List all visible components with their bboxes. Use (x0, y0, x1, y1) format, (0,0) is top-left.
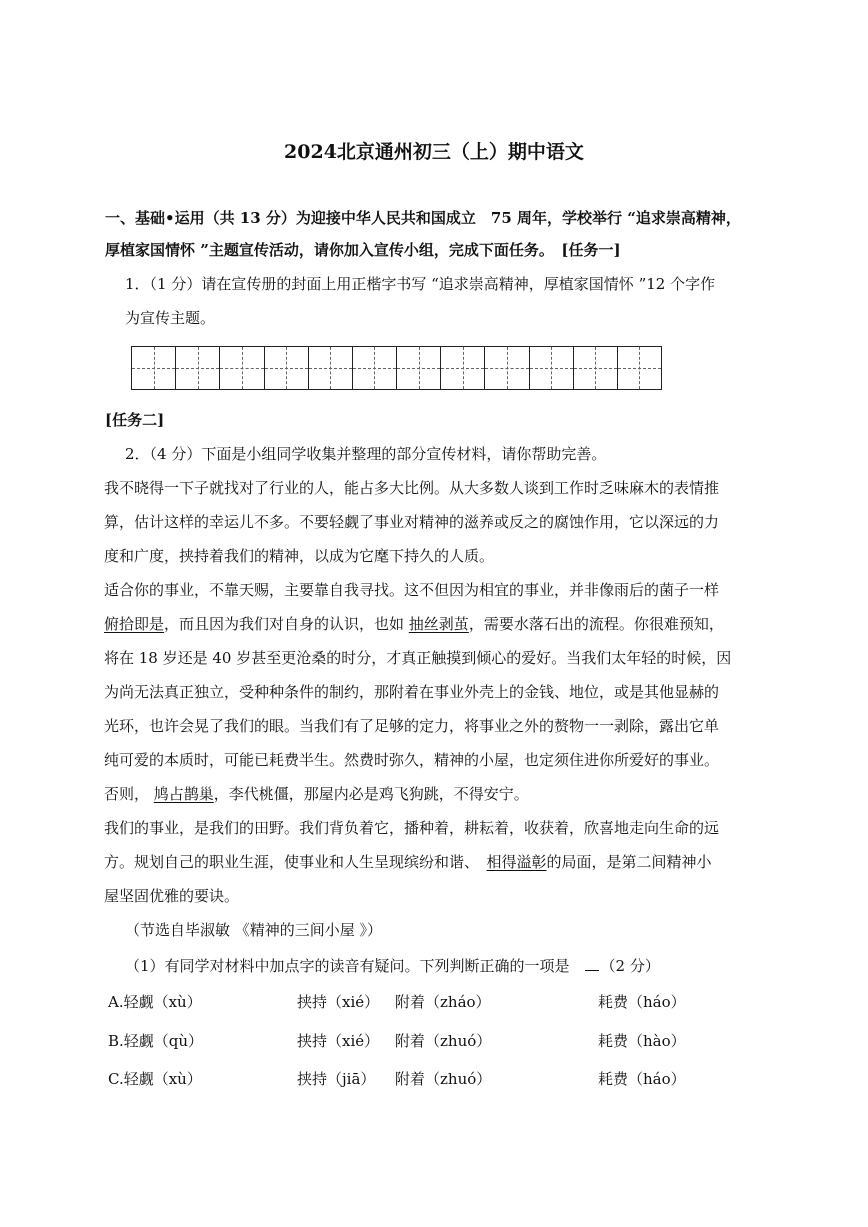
grid-cell[interactable] (353, 347, 397, 389)
passage-p2-line-5: 光环，也许会晃了我们的眼。当我们有了足够的定力，将事业之外的赘物一一剥除，露出它单 (104, 717, 720, 735)
option-c-word-2: 挟持（jiā） (297, 1070, 376, 1088)
underlined-phrase: 抽丝剥茧 (408, 615, 469, 633)
passage-p3-line-1: 我们的事业，是我们的田野。我们背负着它，播种着，耕耘着，收获着，欣喜地走向生命的远 (104, 819, 720, 837)
grid-cell[interactable] (265, 347, 309, 389)
underlined-phrase: 俯拾即是 (104, 615, 165, 633)
passage-text: ，而且因为我们对自身的认识，也如 (164, 615, 409, 633)
passage-text: ，李代桃僵，那屋内必是鸡飞狗跳，不得安宁。 (213, 785, 529, 803)
grid-cell[interactable] (397, 347, 441, 389)
option-b-word-4: 耗费（hào） (598, 1032, 686, 1050)
score-text: （2 分） (600, 957, 660, 975)
passage-p2-line-4: 为尚无法真正独立，受种种条件的制约，那附着在事业外壳上的金钱、地位，或是其他显赫的 (104, 683, 720, 701)
underlined-phrase: 相得溢彰 (486, 853, 547, 871)
option-b-word-2: 挟持（xié） (297, 1032, 380, 1050)
option-c-word-3: 附着（zhuó） (395, 1070, 492, 1088)
grid-cell[interactable] (132, 347, 176, 389)
grid-cell[interactable] (574, 347, 618, 389)
stem-text: （1）有同学对材料中加点字的读音有疑问。下列判断正确的一项是 (125, 957, 585, 975)
question-1-line-2: 为宣传主题。 (125, 309, 216, 327)
grid-cell[interactable] (176, 347, 220, 389)
passage-p3-line-3: 屋坚固优雅的要诀。 (104, 887, 240, 905)
grid-cell[interactable] (618, 347, 661, 389)
passage-text: 的局面，是第二间精神小 (546, 853, 712, 871)
page-title: 2024北京通州初三（上）期中语文 (284, 141, 584, 163)
grid-cell[interactable] (220, 347, 264, 389)
section-heading-line-2: 厚植家国情怀 ”主题宣传活动，请你加入宣传小组，完成下面任务。 [任务一] (105, 241, 621, 259)
passage-p2-line-3: 将在 18 岁还是 40 岁甚至更沧桑的时分，才真正触摸到倾心的爱好。当我们太年轻的时候，因 (104, 649, 732, 667)
passage-text: ，需要水落石出的流程。你很难预知， (468, 615, 724, 633)
sub-question-1-stem (125, 956, 660, 976)
option-a-word-1[interactable]: A.轻觑（xù） (108, 993, 202, 1011)
grid-cell[interactable] (530, 347, 574, 389)
passage-p1-line-1: 我不晓得一下子就找对了行业的人，能占多大比例。从大多数人谈到工作时乏味麻木的表情推 (104, 479, 720, 497)
passage-text: 方。规划自己的职业生涯，使事业和人生呈现缤纷和谐、 (104, 853, 487, 871)
handwriting-grid[interactable] (131, 346, 662, 390)
passage-source: （节选自毕淑敏 《精神的三间小屋 》） (125, 921, 383, 939)
passage-p1-line-3: 度和广度，挟持着我们的精神，以成为它麾下持久的人质。 (104, 547, 495, 565)
option-a-word-4: 耗费（háo） (598, 993, 686, 1011)
option-a-word-3: 附着（zháo） (395, 993, 491, 1011)
option-b-word-1[interactable]: B.轻觑（qù） (108, 1032, 204, 1050)
passage-p1-line-2: 算，估计这样的幸运儿不多。不要轻觑了事业对精神的滋养或反之的腐蚀作用，它以深远的力 (104, 513, 720, 531)
option-c-word-4: 耗费（háo） (598, 1070, 686, 1088)
section-heading-line-1: 一、基础•运用（共 13 分）为迎接中华人民共和国成立 75 周年，学校举行 “追求崇高精神， (105, 209, 741, 227)
passage-p2-line-1: 适合你的事业，不靠天赐，主要靠自我寻找。这不但因为相宜的事业，并非像雨后的菌子一样 (104, 581, 720, 599)
option-b-word-3: 附着（zhuó） (395, 1032, 492, 1050)
passage-p3-line-2 (104, 852, 712, 872)
passage-p2-line-7 (104, 784, 529, 804)
underlined-phrase: 鸠占鹊巢 (153, 785, 214, 803)
passage-text: 否则， (104, 785, 154, 803)
option-a-word-2: 挟持（xié） (297, 993, 380, 1011)
task-2-label: [任务二] (105, 411, 165, 429)
passage-p2-line-2 (104, 614, 724, 634)
grid-cell[interactable] (441, 347, 485, 389)
answer-blank[interactable] (585, 956, 599, 971)
passage-p2-line-6: 纯可爱的本质时，可能已耗费半生。然费时弥久，精神的小屋，也定须住进你所爱好的事业。 (104, 751, 720, 769)
question-2-intro: 2．（4 分）下面是小组同学收集并整理的部分宣传材料，请你帮助完善。 (125, 445, 607, 463)
grid-cell[interactable] (485, 347, 529, 389)
grid-cell[interactable] (309, 347, 353, 389)
question-1-line-1: 1．（1 分）请在宣传册的封面上用正楷字书写 “追求崇高精神，厚植家国情怀 ”12 个字作 (125, 275, 716, 293)
option-c-word-1[interactable]: C.轻觑（xù） (108, 1070, 202, 1088)
